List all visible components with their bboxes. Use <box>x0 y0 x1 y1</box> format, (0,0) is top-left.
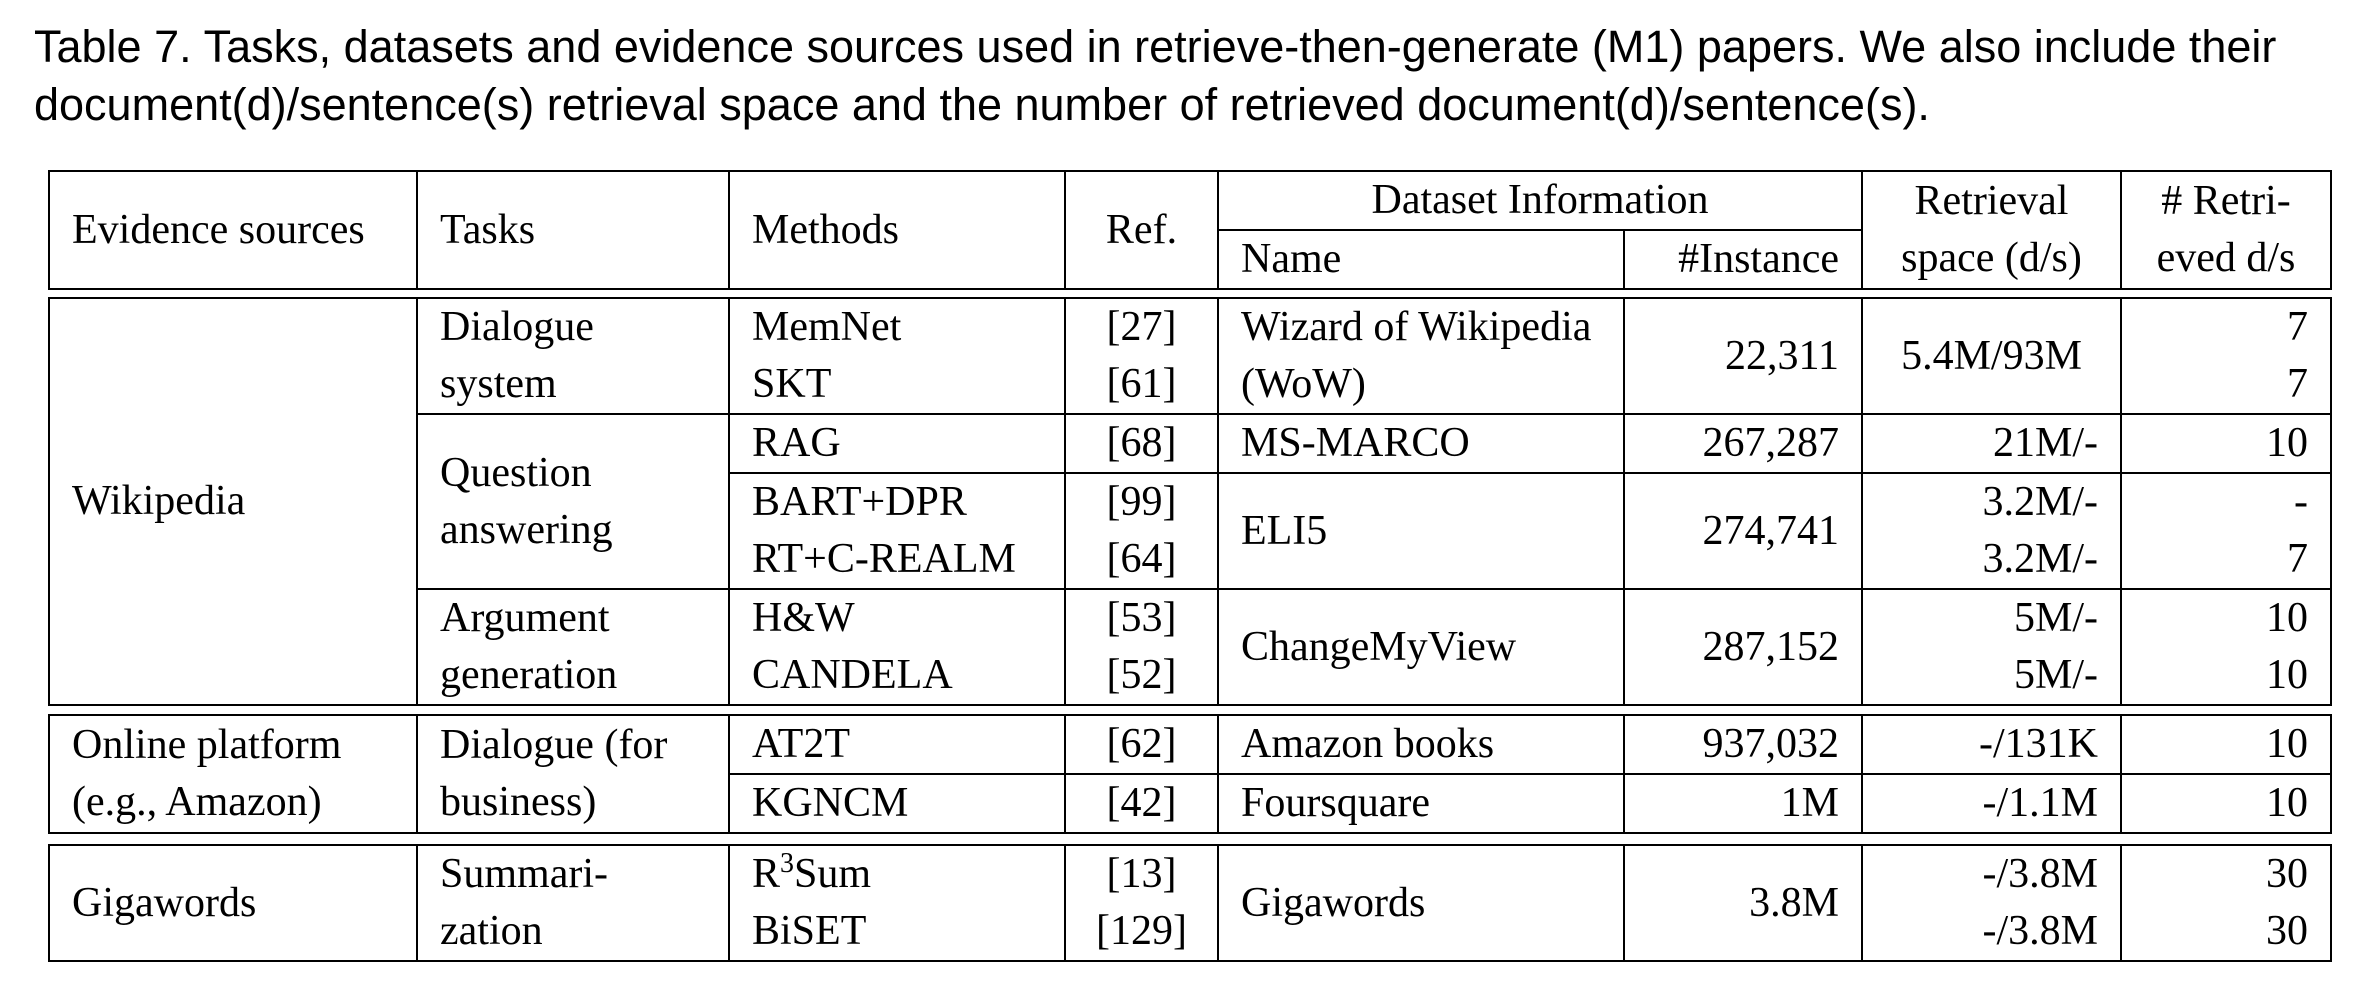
instance-count: 3.8M <box>1624 845 1862 961</box>
methods-cell <box>729 589 1065 705</box>
refs-cell <box>1065 589 1218 705</box>
retrieved-count: 7 <box>2287 536 2308 582</box>
header-name: Name <box>1218 230 1624 289</box>
caption-label: Table 7. <box>34 21 192 72</box>
retrieved-cell <box>2121 589 2331 705</box>
online-platform-group <box>48 714 2332 834</box>
ref: [99] <box>1106 479 1177 525</box>
retrieved-count: - <box>2294 479 2308 525</box>
method-candela: CANDELA <box>752 652 953 698</box>
retrieved-count: 30 <box>2266 908 2308 954</box>
dataset-amazon-books: Amazon books <box>1218 715 1624 774</box>
retrieved-count: 10 <box>2121 774 2331 833</box>
method-h-and-w: H&W <box>752 595 855 641</box>
retrieval-space-cell <box>1862 473 2121 589</box>
retrieval-space: 3.2M/- <box>1982 536 2098 582</box>
retrieval-space: -/3.8M <box>1982 908 2098 954</box>
instance-count: 287,152 <box>1624 589 1862 705</box>
task-summarization: Summari-zation <box>417 845 729 961</box>
refs-cell <box>1065 845 1218 961</box>
retrieval-space-cell <box>1862 845 2121 961</box>
header-retrieved: # Retri-eved d/s <box>2121 171 2331 289</box>
header-instance: #Instance <box>1624 230 1862 289</box>
method-rt-c-realm: RT+C-REALM <box>752 536 1016 582</box>
header-evidence-sources: Evidence sources <box>49 171 417 289</box>
ref: [53] <box>1106 595 1177 641</box>
dataset-ms-marco: MS-MARCO <box>1218 414 1624 473</box>
retrieval-space: 21M/- <box>1862 414 2121 473</box>
method-bart-dpr: BART+DPR <box>752 479 967 525</box>
methods-cell <box>729 845 1065 961</box>
ref: [62] <box>1065 715 1218 774</box>
ref: [64] <box>1106 536 1177 582</box>
task-dialogue-system: Dialogue system <box>417 298 729 414</box>
header-methods: Methods <box>729 171 1065 289</box>
method-biset: BiSET <box>752 908 867 954</box>
retrieval-space: -/131K <box>1862 715 2121 774</box>
retrieved-cell <box>2121 845 2331 961</box>
methods-cell <box>729 298 1065 414</box>
retrieved-count: 10 <box>2266 595 2308 641</box>
ref: [42] <box>1065 774 1218 833</box>
refs-cell <box>1065 298 1218 414</box>
task-dialogue-business: Dialogue (for business) <box>417 715 729 833</box>
caption-text: Tasks, datasets and evidence sources used in retrieve-then-generate (M1) papers. We also include their document(d)/sentence(s) retrieval space and the number of retrieved document(d)/sentence(s). <box>34 21 2277 130</box>
ref: [52] <box>1106 652 1177 698</box>
retrieval-space: 3.2M/- <box>1982 479 2098 525</box>
methods-cell <box>729 473 1065 589</box>
evidence-source-gigawords: Gigawords <box>49 845 417 961</box>
ref: [61] <box>1106 361 1177 407</box>
instance-count: 274,741 <box>1624 473 1862 589</box>
task-question-answering: Question answering <box>417 414 729 589</box>
retrieved-cell <box>2121 473 2331 589</box>
retrieved-count: 7 <box>2287 304 2308 350</box>
retrieved-count: 10 <box>2121 414 2331 473</box>
method-at2t: AT2T <box>729 715 1065 774</box>
evidence-source-online-platform: Online platform (e.g., Amazon) <box>49 715 417 833</box>
instance-count: 937,032 <box>1624 715 1862 774</box>
ref: [68] <box>1065 414 1218 473</box>
retrieval-space: 5.4M/93M <box>1862 298 2121 414</box>
dataset-eli5: ELI5 <box>1218 473 1624 589</box>
table-header <box>48 170 2332 290</box>
method-kgncm: KGNCM <box>729 774 1065 833</box>
ref: [27] <box>1106 304 1177 350</box>
ref: [129] <box>1096 908 1187 954</box>
ref: [13] <box>1106 851 1177 897</box>
header-tasks: Tasks <box>417 171 729 289</box>
table-row <box>49 845 2331 961</box>
dataset-wow: Wizard of Wikipedia (WoW) <box>1218 298 1624 414</box>
retrieval-space: 5M/- <box>2014 652 2098 698</box>
table-caption <box>34 18 2354 134</box>
retrieved-count: 30 <box>2266 851 2308 897</box>
retrieved-count: 10 <box>2121 715 2331 774</box>
retrieved-count: 7 <box>2287 361 2308 407</box>
wikipedia-group <box>48 297 2332 706</box>
retrieval-space: -/1.1M <box>1862 774 2121 833</box>
task-argument-generation: Argument generation <box>417 589 729 705</box>
method-memnet: MemNet <box>752 304 902 350</box>
gigawords-group <box>48 844 2332 962</box>
dataset-changemyview: ChangeMyView <box>1218 589 1624 705</box>
retrieval-space: -/3.8M <box>1982 851 2098 897</box>
retrieval-space: 5M/- <box>2014 595 2098 641</box>
dataset-foursquare: Foursquare <box>1218 774 1624 833</box>
header-dataset-information: Dataset Information <box>1218 171 1862 230</box>
header-retrieval-space: Retrieval space (d/s) <box>1862 171 2121 289</box>
method-skt: SKT <box>752 361 832 407</box>
retrieved-count: 10 <box>2266 652 2308 698</box>
dataset-gigawords: Gigawords <box>1218 845 1624 961</box>
method-r3sum: $R^3Sum$ <box>752 848 872 897</box>
table-row <box>49 298 2331 414</box>
retrieved-cell <box>2121 298 2331 414</box>
refs-cell <box>1065 473 1218 589</box>
evidence-source-wikipedia: Wikipedia <box>49 298 417 705</box>
instance-count: 22,311 <box>1624 298 1862 414</box>
method-rag: RAG <box>729 414 1065 473</box>
table-row <box>49 715 2331 774</box>
instance-count: 1M <box>1624 774 1862 833</box>
header-ref: Ref. <box>1065 171 1218 289</box>
instance-count: 267,287 <box>1624 414 1862 473</box>
retrieval-space-cell <box>1862 589 2121 705</box>
